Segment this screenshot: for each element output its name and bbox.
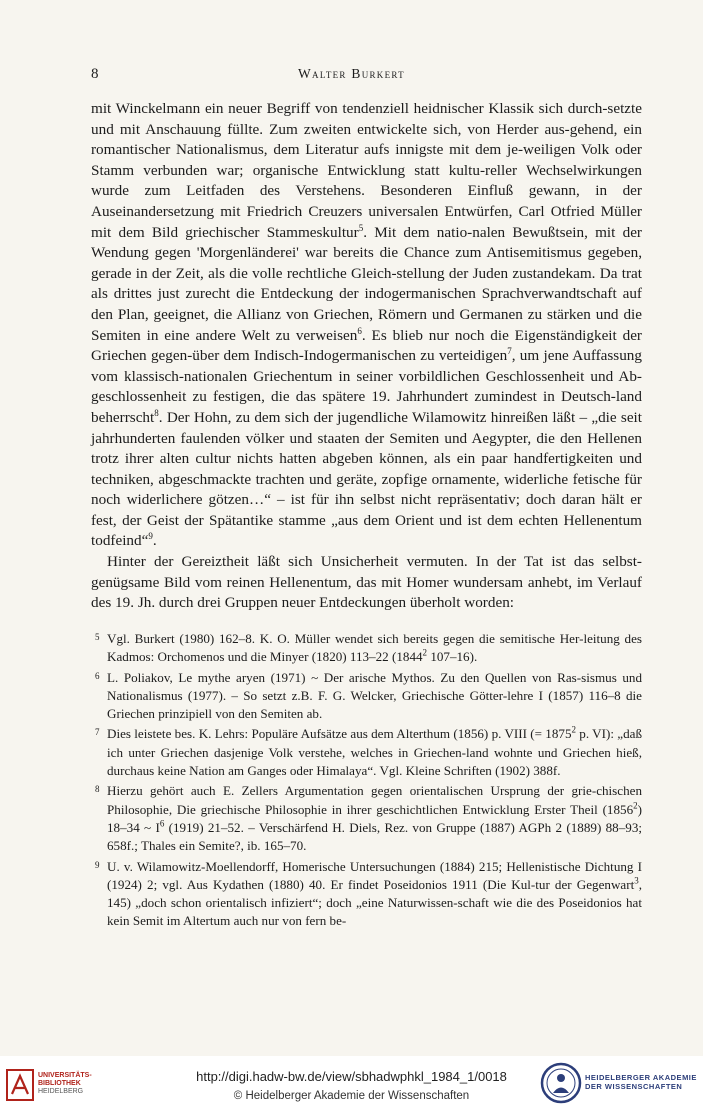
footnote-mark: 7 <box>95 727 100 738</box>
footnote: 7 Dies leistete bes. K. Lehrs: Populäre Aufsätze aus dem Alterthum (1856) p. VIII (= $1875^2$ p. VI): „daß ich unter Griechen dasjenige Volk verstehe, welches in Griechen-land wohnte und Griechen hieß, durchaus keine Nation am Ganges oder Himalaya“. Vgl. Kleine Schriften (1902) 388f. <box>95 725 642 779</box>
footnote-ref: 5 <box>358 222 364 233</box>
footnote-ref: 9 <box>148 531 153 542</box>
footnote: 5 Vgl. Burkert (1980) 162–8. K. O. Müller wendet sich bereits gegen die semitische Her-leitung des Kadmos: Orchomenos und die Minyer (1820) 113–22 (1844$^2$ 107–16). <box>91 630 642 667</box>
footnote-mark: 8 <box>95 784 100 795</box>
footnote-ref: 6 <box>357 325 362 336</box>
footnote-mark: 5 <box>95 632 100 642</box>
paragraph-1: mit Winckelmann ein neuer Begriff von tendenziell heidnischer Klassik sich durch-setzte und mit Anschauung füllte. Zum zweiten entwickelte sich, von Herder aus-gehend, ein romantischer Nationalismus, dem Literatur aufs innigste mit dem je-weiligen Volk oder Stamm verbunden war; organische Entwicklung statt kultu-reller Wechselwirkungen wurde zum Leitfaden des Verstehens. Besonderen Einfluß gewann, in der Auseinandersetzung mit Friedrich Creuzers universalen Entwürfen, Carl Otfried Müller mit dem Bild griechischer Stammeskultur$^5$. Mit dem natio-nalen Bewußtsein, mit der Wendung gegen 'Morgenländerei' war bereits die Chance zum Antisemitismus gegeben, gerade in der Zeit, als die volle rechtliche Gleich-stellung der Juden zustandekam. Da trat als drittes just zurecht die Entdeckung der indogermanischen Sprachverwandtschaft auf den Plan, geeignet, die Allianz von Griechen, Römern und Germanen zu stärken und die Semiten in eine andere Welt zu verweisen$^6$. Es blieb nur noch die Eigenständigkeit der Griechen gegen-über dem Indisch-Indogermanischen zu verteidigen$^7$, um jene Auffassung vom klassisch-nationalen Griechentum in seiner vorbildlichen Geschlossenheit und Ab-geschlossenheit zu festigen, die das spätere 19. Jahrhundert zumindest in Deutsch-land beherrscht$^8$. Der Hohn, zu dem sich der jugendliche Wilamowitz hinreißen läßt – „die seit jahrhunderten faulenden völker und staaten der Semiten und Aegypter, die den Hellenen trotz ihrer alten cultur nichts hatten abgeben können, als ein paar handfertigkeiten und techniken, abgeschmackte trachten und geräte, zopfige ornamente, widerliche fetische für noch widerlichere götzen…“ – ist für ihn selbst nicht repräsentativ; doch daran hält er fest, der Geist der Spätantike stamme „aus dem Orient und ist dem echten Hellenentum todfeind“$^9$. <box>91 100 642 550</box>
copyright-notice: © Heidelberger Akademie der Wissenschaften <box>233 1090 470 1102</box>
footnote: 9 U. v. Wilamowitz-Moellendorff, Homerische Untersuchungen (1884) 215; Hellenistische Dichtung I (1924) 2; vgl. Aus Kydathen (1880) 40. Er findet Poseidonios 1911 (Die Kul-tur der Gegenwart$^3$, 145) „doch schon orientalisch infiziert“; doch „eine Naturwissen-schaft wie die des Poseidonios hat kein Semit im Altertum auch nur von fern be- <box>91 858 642 931</box>
footnote-mark: 9 <box>95 859 100 870</box>
footnote-ref: 7 <box>507 346 512 357</box>
footnote-ref: 8 <box>154 407 159 418</box>
paragraph-2: Hinter der Gereiztheit läßt sich Unsicherheit vermuten. In der Tat ist das selbst-genügsame Bild vom reinen Hellenentum, das mit Homer wundersam anhebt, im Verlauf des 19. Jh. durch drei Gruppen neuer Entdeckungen überholt worden: <box>91 553 642 612</box>
footnote: 8 Hierzu gehört auch E. Zellers Argumentation gegen orientalischen Ursprung der grie-chischen Philosophie, Die griechische Philosophie in ihrer geschichtlichen Entwicklung Erster Theil (1856$^2$) 18–34 ~ $I^6$ (1919) 21–52. – Verschärfend H. Diels, Rez. von Gruppe (1887) AGPh 2 (1889) 88–93; 658f.; Thales ein Semite?, ib. 165–70. <box>91 782 642 855</box>
page-number: 8 <box>91 66 99 82</box>
footnotes <box>91 630 642 933</box>
academy-seal-icon[interactable] <box>540 1062 582 1109</box>
footnote-mark: 6 <box>95 670 100 681</box>
permalink-url[interactable]: http://digi.hadw-bw.de/view/sbhadwphkl_1984_1/0018 <box>196 1069 507 1084</box>
footnote: 6 L. Poliakov, Le mythe aryen (1971) ~ Der arische Mythos. Zu den Quellen von Ras-sismus und Nationalismus (1977). – So setzt z.B. F. G. Welcker, Griechische Götter-lehre I (1857) 116–8 die Griechen prinzipiell von den Semiten ab. <box>91 669 642 724</box>
viewer-footer <box>0 1056 703 1113</box>
running-head: Walter Burkert <box>298 66 405 81</box>
main-text <box>91 99 642 614</box>
academy-logo-text: HEIDELBERGER AKADEMIE DER WISSENSCHAFTEN <box>585 1073 697 1091</box>
library-logo-text: UNIVERSITÄTS- BIBLIOTHEK HEIDELBERG <box>38 1072 92 1095</box>
